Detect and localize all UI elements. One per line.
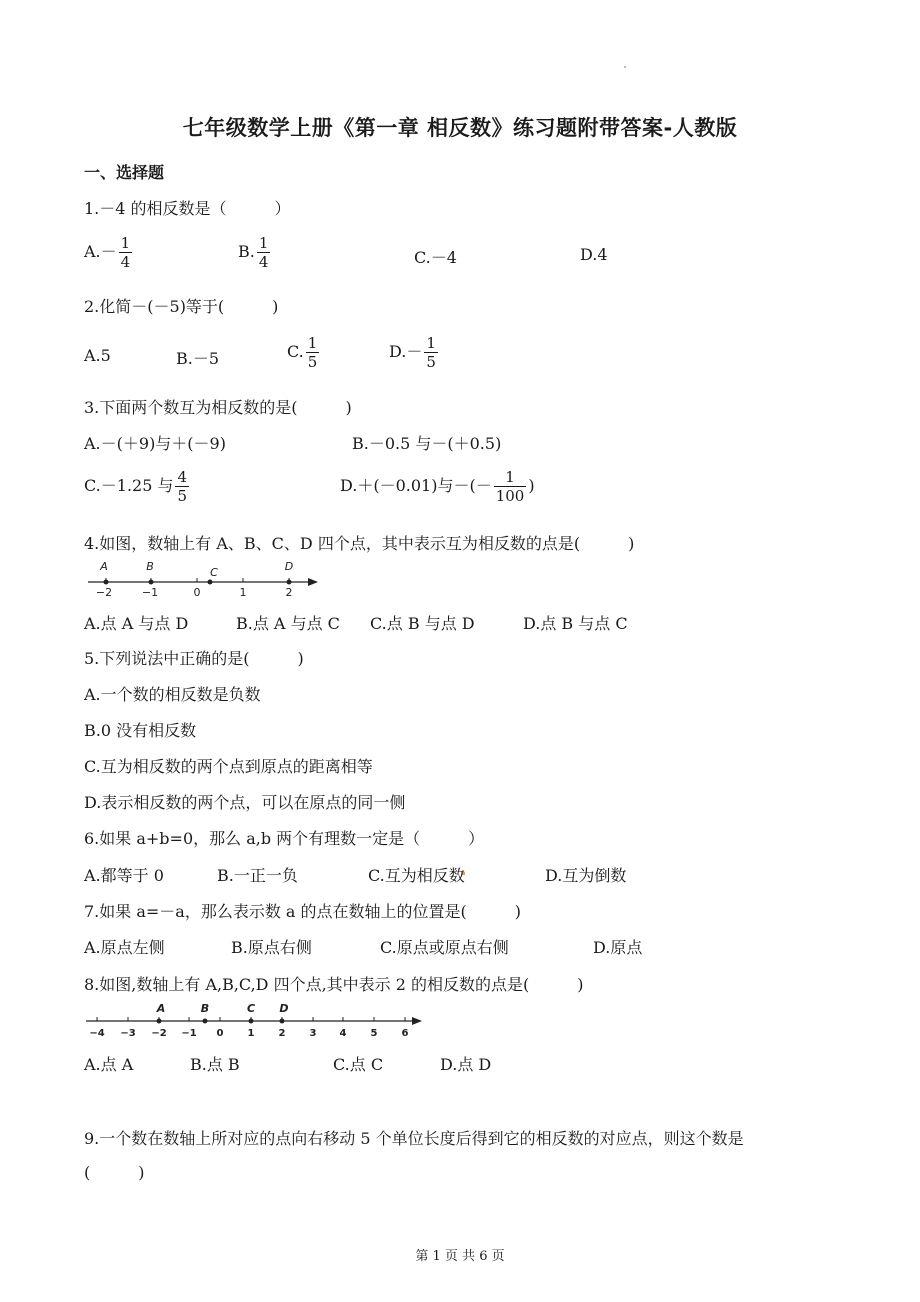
q5-option-d: D.表示相反数的两个点，可以在原点的同一侧 [84, 793, 406, 812]
q8-label-b: B [200, 1002, 210, 1015]
q4-number-line [84, 556, 324, 606]
q4-label-a: A [100, 560, 108, 573]
q5-option-b: B.0 没有相反数 [84, 721, 197, 740]
q2-option-c: C. $\frac{1}{5}$ [287, 334, 318, 371]
q8-tick--4: −4 [89, 1028, 105, 1039]
q1-option-d: D.4 [580, 245, 608, 264]
q6-option-d: D.互为倒数 [545, 866, 627, 885]
q8-point-b [203, 1019, 208, 1024]
q4-label-c: C [210, 566, 218, 579]
section-heading: 一、选择题 [84, 163, 165, 182]
q4-point-c [208, 580, 213, 585]
q8-point-a [157, 1019, 162, 1024]
q8-option-d: D.点 D [440, 1055, 492, 1074]
q8-option-c: C.点 C [333, 1055, 384, 1074]
q3-option-a: A.－(＋9)与＋(－9) [84, 434, 226, 453]
q6-option-b: B.一正一负 [217, 866, 298, 885]
q4-point-d [287, 580, 292, 585]
q8-tick-2: 2 [278, 1028, 286, 1039]
question-9-stem-line1: 9.一个数在数轴上所对应的点向右移动 5 个单位长度后得到它的相反数的对应点，则这个数是 [84, 1129, 744, 1148]
q8-tick-4: 4 [339, 1028, 347, 1039]
q8-tick-3: 3 [309, 1028, 317, 1039]
question-5-stem: 5.下列说法中正确的是( ) [84, 649, 304, 668]
q3-option-c: C.－1.25 与 $\frac{4}{5}$ [84, 468, 188, 505]
q1-option-c: C.－4 [414, 248, 457, 267]
q4-option-b: B.点 A 与点 C [236, 614, 340, 633]
q6-option-c: C.互为相反数 [368, 866, 465, 885]
q8-label-a: A [156, 1002, 166, 1015]
q2-option-b: B.－5 [176, 349, 220, 368]
q8-option-a: A.点 A [84, 1055, 134, 1074]
question-8-stem: 8.如图,数轴上有 A,B,C,D 四个点,其中表示 2 的相反数的点是( ) [84, 975, 584, 994]
question-4-stem: 4.如图，数轴上有 A、B、C、D 四个点，其中表示互为相反数的点是( ) [84, 534, 635, 553]
q8-tick-0: 0 [216, 1028, 224, 1039]
q4-label-b: B [146, 560, 154, 573]
q4-point-a [104, 580, 109, 585]
question-9-stem-line2: ( ) [84, 1163, 145, 1182]
q8-tick-5: 5 [370, 1028, 378, 1039]
q4-tick-1: 1 [239, 586, 247, 599]
question-1-stem: 1.－4 的相反数是（ ） [84, 199, 291, 218]
q4-point-b [149, 580, 154, 585]
q8-number-line [84, 998, 424, 1048]
q1-option-b: B. $\frac{1}{4}$ [238, 234, 269, 271]
page-title: 七年级数学上册《第一章 相反数》练习题附带答案-人教版 [182, 116, 738, 140]
q2-option-a: A.5 [84, 346, 111, 365]
q3-option-d: D.＋(－0.01)与－(－ $\frac{1}{100}$ ) [340, 468, 535, 505]
question-2-stem: 2.化简－(－5)等于( ) [84, 297, 279, 316]
q7-option-d: D.原点 [593, 938, 643, 957]
q2-option-d: D.－ $\frac{1}{5}$ [389, 334, 436, 371]
q4-tick--1: −1 [141, 586, 159, 599]
q8-option-b: B.点 B [190, 1055, 240, 1074]
q8-point-d [280, 1019, 285, 1024]
q4-option-a: A.点 A 与点 D [84, 614, 189, 633]
q8-tick--2: −2 [151, 1028, 167, 1039]
q8-tick--1: −1 [181, 1028, 197, 1039]
q8-tick-1: 1 [247, 1028, 255, 1039]
q8-point-c [249, 1019, 254, 1024]
q7-option-b: B.原点右侧 [231, 938, 312, 957]
q4-tick-2: 2 [285, 586, 293, 599]
q3-option-b: B.－0.5 与－(＋0.5) [352, 434, 502, 453]
question-3-stem: 3.下面两个数互为相反数的是( ) [84, 398, 352, 417]
q6-option-a: A.都等于 0 [84, 866, 164, 885]
q4-tick--2: −2 [95, 586, 113, 599]
q4-tick-0: 0 [193, 586, 201, 599]
q1-option-a: A.－ $\frac{1}{4}$ [84, 234, 131, 271]
q8-label-c: C [246, 1002, 256, 1015]
q4-label-d: D [284, 560, 294, 573]
q8-tick-6: 6 [401, 1028, 409, 1039]
q5-option-a: A.一个数的相反数是负数 [84, 685, 261, 704]
question-6-stem: 6.如果 a+b=0，那么 a,b 两个有理数一定是（ ） [84, 829, 485, 848]
q7-option-a: A.原点左侧 [84, 938, 165, 957]
page-footer: 第 1 页 共 6 页 [415, 1249, 505, 1264]
q8-label-d: D [279, 1002, 289, 1015]
q5-option-c: C.互为相反数的两个点到原点的距离相等 [84, 757, 373, 776]
q4-option-d: D.点 B 与点 C [523, 614, 628, 633]
q8-tick--3: −3 [120, 1028, 136, 1039]
question-7-stem: 7.如果 a=－a，那么表示数 a 的点在数轴上的位置是( ) [84, 902, 522, 921]
q7-option-c: C.原点或原点右侧 [380, 938, 509, 957]
q4-option-c: C.点 B 与点 D [370, 614, 475, 633]
scan-speck [624, 66, 626, 68]
